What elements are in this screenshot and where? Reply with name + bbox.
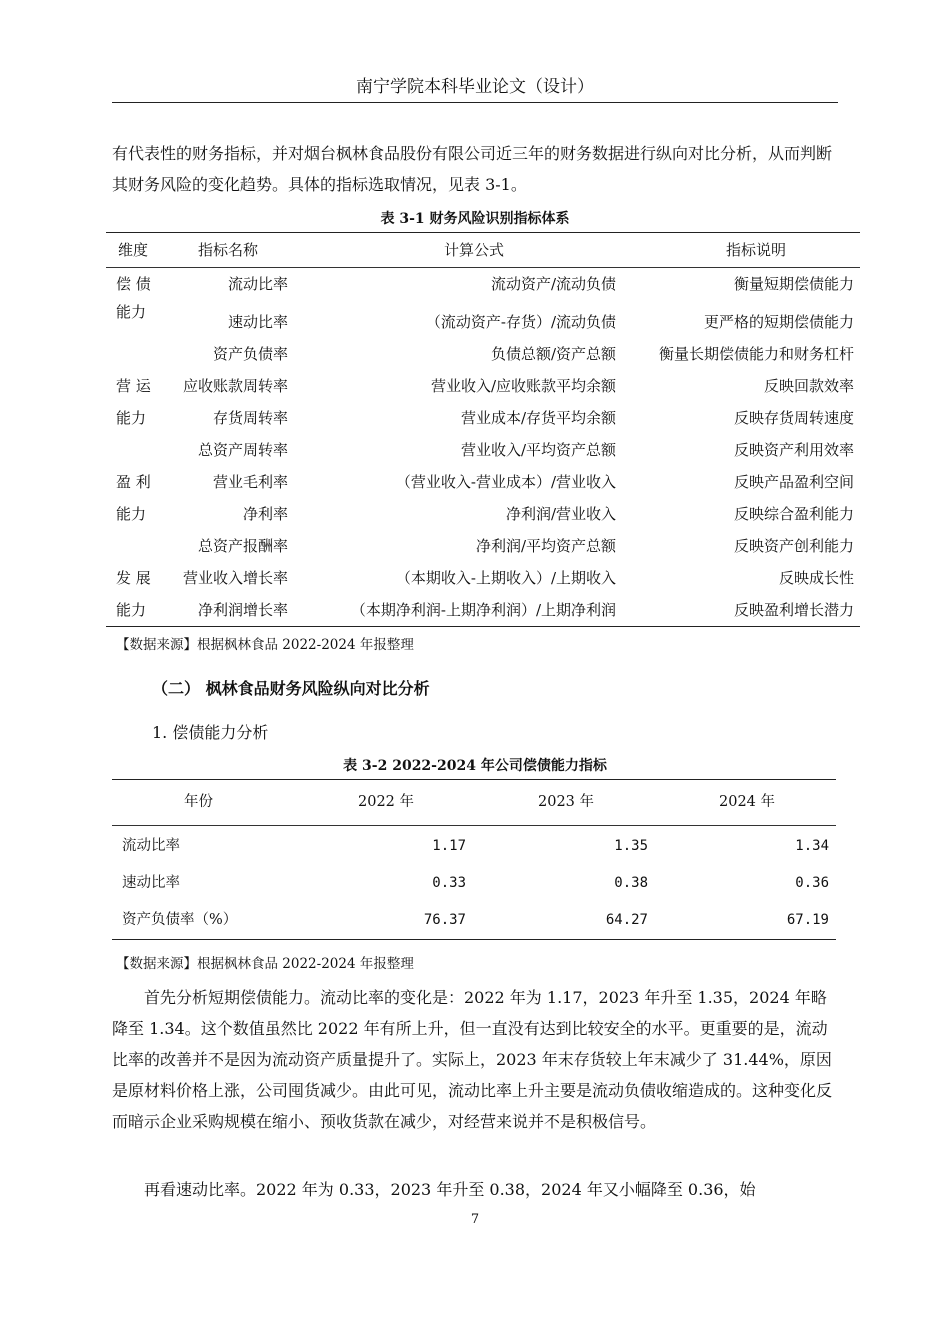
- table2-header-2022: 2022 年: [358, 794, 415, 810]
- body-paragraph-current-ratio: 首先分析短期偿债能力。流动比率的变化是：2022 年为 1.17，2023 年升至 1.35，2024 年略降至 1.34。这个数值虽然比 2022 年有所上升，但一直没有达到比较安全的水平。更重要的是，流动比率的改善并不是因为流动资产质量提升了。实际上，2023 年末存货较上年末减少了 31.44%，原因是原材料价格上涨，公司囤货减少。由此可见，流动比率上升主要是流动负债收缩造成的。这种变化反而暗示企业采购规模在缩小、预收货款在减少，对经营来说并不是积极信号。: [112, 988, 833, 1131]
- indicator-name-cell: 净利润增长率: [197, 601, 288, 619]
- value-2024: 67.19: [786, 912, 829, 928]
- table-row: [106, 498, 860, 530]
- table-row: [106, 562, 860, 594]
- dimension-cell: 能力: [116, 303, 147, 321]
- table1-header-row: [106, 233, 860, 268]
- dimension-cell: 能力: [116, 505, 147, 523]
- value-2022: 76.37: [423, 912, 466, 928]
- table-row: [106, 370, 860, 402]
- table2-header-2023: 2023 年: [538, 794, 595, 810]
- table1-financial-risk-indicators: [106, 232, 860, 627]
- row-label: 流动比率: [122, 838, 180, 854]
- formula-cell: 营业成本/存货平均余额: [460, 409, 616, 427]
- formula-cell: 净利润/平均资产总额: [475, 537, 616, 555]
- formula-cell: 营业收入/平均资产总额: [460, 441, 616, 459]
- table-row: [112, 902, 836, 939]
- formula-cell: （营业收入-营业成本）/营业收入: [395, 473, 616, 491]
- table1-caption: 表 3-1 财务风险识别指标体系: [380, 211, 570, 227]
- description-cell: 衡量短期偿债能力: [733, 275, 854, 293]
- table-row: [106, 268, 860, 300]
- formula-cell: 负债总额/资产总额: [490, 345, 616, 363]
- table1-header-dimension: 维度: [118, 241, 149, 259]
- dimension-cell: 能力: [116, 601, 147, 619]
- description-cell: 反映存货周转速度: [733, 409, 854, 427]
- description-cell: 反映成长性: [778, 569, 854, 587]
- table2-source-note: 【数据来源】根据枫林食品 2022-2024 年报整理: [116, 956, 414, 972]
- table2-header-2024: 2024 年: [719, 794, 776, 810]
- indicator-name-cell: 净利率: [242, 505, 288, 523]
- indicator-name-cell: 存货周转率: [212, 409, 288, 427]
- dimension-cell: 发 展: [116, 569, 151, 587]
- table1-header-name: 指标名称: [198, 241, 259, 259]
- value-2024: 1.34: [795, 838, 829, 854]
- indicator-name-cell: 营业收入增长率: [182, 569, 288, 587]
- table-row: [112, 828, 836, 865]
- subsection-heading: 1. 偿债能力分析: [152, 723, 269, 742]
- table1-source-note: 【数据来源】根据枫林食品 2022-2024 年报整理: [116, 637, 414, 653]
- indicator-name-cell: 总资产周转率: [197, 441, 288, 459]
- dimension-cell: 能力: [116, 409, 147, 427]
- indicator-name-cell: 营业毛利率: [212, 473, 288, 491]
- dimension-cell: 营 运: [116, 377, 151, 395]
- table-row: [106, 402, 860, 434]
- table-row: [106, 466, 860, 498]
- table-row: [106, 338, 860, 370]
- description-cell: 反映盈利增长潜力: [733, 601, 854, 619]
- table2-header-row: [112, 780, 836, 826]
- formula-cell: 流动资产/流动负债: [490, 275, 616, 293]
- table-row: [106, 530, 860, 562]
- dimension-cell: 偿 债: [116, 275, 151, 293]
- description-cell: 反映产品盈利空间: [733, 473, 854, 491]
- description-cell: 反映资产创利能力: [733, 537, 854, 555]
- formula-cell: 净利润/营业收入: [505, 505, 616, 523]
- row-label: 资产负债率（%）: [122, 912, 238, 928]
- indicator-name-cell: 资产负债率: [212, 345, 288, 363]
- indicator-name-cell: 流动比率: [227, 275, 288, 293]
- indicator-name-cell: 总资产报酬率: [197, 537, 288, 555]
- table-row: [112, 865, 836, 902]
- dimension-cell: 盈 利: [116, 473, 151, 491]
- body-paragraph-quick-ratio: 再看速动比率。2022 年为 0.33，2023 年升至 0.38，2024 年又小幅降至 0.36，始: [144, 1180, 756, 1199]
- table2-header-year: 年份: [184, 794, 213, 810]
- formula-cell: 营业收入/应收账款平均余额: [430, 377, 616, 395]
- formula-cell: （本期净利润-上期净利润）/上期净利润: [350, 601, 616, 619]
- section-heading: （二） 枫林食品财务风险纵向对比分析: [152, 679, 430, 698]
- description-cell: 衡量长期偿债能力和财务杠杆: [658, 345, 854, 363]
- formula-cell: （流动资产-存货）/流动负债: [425, 313, 616, 331]
- description-cell: 更严格的短期偿债能力: [703, 313, 854, 331]
- table1-header-formula: 计算公式: [444, 241, 505, 259]
- table-row: [106, 434, 860, 466]
- value-2023: 0.38: [614, 875, 648, 891]
- indicator-name-cell: 应收账款周转率: [182, 377, 288, 395]
- intro-paragraph: 有代表性的财务指标，并对烟台枫林食品股份有限公司近三年的财务数据进行纵向对比分析，从而判断其财务风险的变化趋势。具体的指标选取情况，见表 3-1。: [112, 144, 833, 194]
- value-2023: 1.35: [614, 838, 648, 854]
- description-cell: 反映综合盈利能力: [733, 505, 854, 523]
- table-row: [106, 300, 860, 338]
- value-2023: 64.27: [605, 912, 648, 928]
- formula-cell: （本期收入-上期收入）/上期收入: [395, 569, 616, 587]
- value-2022: 1.17: [432, 838, 466, 854]
- indicator-name-cell: 速动比率: [227, 313, 288, 331]
- running-header: 南宁学院本科毕业论文（设计）: [112, 72, 838, 103]
- description-cell: 反映回款效率: [763, 377, 854, 395]
- table2-caption: 表 3-2 2022-2024 年公司偿债能力指标: [343, 758, 607, 774]
- value-2022: 0.33: [432, 875, 466, 891]
- page-number: 7: [470, 1212, 480, 1227]
- table-row: [106, 594, 860, 626]
- table1-header-description: 指标说明: [726, 241, 787, 259]
- table2-solvency-indicators: [112, 779, 836, 940]
- description-cell: 反映资产利用效率: [733, 441, 854, 459]
- row-label: 速动比率: [122, 875, 180, 891]
- value-2024: 0.36: [795, 875, 829, 891]
